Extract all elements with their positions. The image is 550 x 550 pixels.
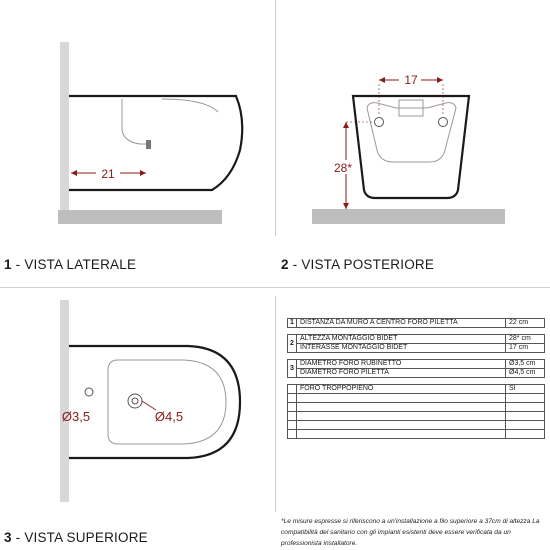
specification-table	[287, 318, 545, 439]
table-row	[288, 412, 545, 421]
spec-value: 28* cm	[506, 335, 545, 344]
spec-label	[297, 394, 506, 403]
spec-label: DIAMETRO FORO PILETTA	[297, 369, 506, 378]
group-number	[288, 385, 297, 394]
spec-label: DISTANZA DA MURO A CENTRO FORO PILETTA	[297, 319, 506, 328]
arrow-right	[437, 77, 443, 83]
drain-hole-outer	[128, 394, 142, 408]
rear-recess	[367, 103, 456, 162]
vertical-divider-bottom	[275, 296, 276, 512]
spec-label: ALTEZZA MONTAGGIO BIDET	[297, 335, 506, 344]
spec-label: INTERASSE MONTAGGIO BIDET	[297, 344, 506, 353]
spec-label: DIAMETRO FORO RUBINETTO	[297, 360, 506, 369]
tap-hole-label: Ø3,5	[61, 409, 91, 424]
top-view-drawing	[0, 290, 275, 515]
spec-label	[297, 430, 506, 439]
drain-hole-label: Ø4,5	[154, 409, 184, 424]
table-row	[288, 403, 545, 412]
drain-hole-inner	[132, 398, 138, 404]
posterior-view-caption	[281, 257, 434, 272]
table-gap	[288, 378, 545, 385]
wall	[60, 42, 69, 214]
table-row	[288, 430, 545, 439]
arrow-down	[343, 203, 349, 209]
drain-stub	[146, 140, 151, 149]
arrow-left	[71, 170, 77, 176]
table-row	[288, 344, 545, 353]
spec-label	[297, 403, 506, 412]
arrow-left	[379, 77, 385, 83]
floor	[312, 209, 505, 224]
table-row	[288, 385, 545, 394]
group-number: 1	[288, 319, 297, 328]
bowl-top-outline	[108, 360, 226, 444]
caption-title: - VISTA SUPERIORE	[11, 530, 148, 545]
footnote: *Le misure espresse si riferiscono a un'installazione a filo superiore a 37cm di altezza La compatibilità del sanitario con gli impianti esistenti deve essere verificata da un professionista installatore.	[281, 518, 540, 547]
table-gap	[288, 353, 545, 360]
floor	[58, 210, 222, 224]
caption-number: 2	[281, 257, 289, 272]
table-row	[288, 369, 545, 378]
group-number: 2	[288, 335, 297, 353]
spec-value	[506, 430, 545, 439]
table-gap	[288, 328, 545, 335]
wall	[60, 300, 69, 502]
spec-value: SI	[506, 385, 545, 394]
spec-label	[297, 421, 506, 430]
spec-value: 17 cm	[506, 344, 545, 353]
posterior-view-drawing	[275, 0, 550, 240]
group-number: 3	[288, 360, 297, 378]
table-row	[288, 319, 545, 328]
lateral-view-drawing	[0, 0, 275, 240]
spec-value	[506, 412, 545, 421]
bidet-top-outline	[69, 346, 240, 458]
top-view-caption	[4, 530, 148, 545]
posterior-width-label: 17	[404, 73, 418, 87]
bidet-rear-outline	[353, 96, 469, 198]
caption-title: - VISTA LATERALE	[11, 257, 137, 272]
tap-hole	[85, 388, 93, 396]
bowl-inner-curve	[162, 99, 218, 112]
arrow-right	[140, 170, 146, 176]
fixing-hole-right	[439, 118, 448, 127]
lateral-view-caption	[4, 257, 136, 272]
spec-value	[506, 394, 545, 403]
spec-value	[506, 403, 545, 412]
caption-title: - VISTA POSTERIORE	[288, 257, 435, 272]
drain-leader	[142, 401, 156, 410]
horizontal-divider	[0, 287, 550, 288]
caption-number: 1	[4, 257, 12, 272]
table-row	[288, 394, 545, 403]
table-row	[288, 421, 545, 430]
spec-value: 22 cm	[506, 319, 545, 328]
spec-value	[506, 421, 545, 430]
table-row	[288, 360, 545, 369]
spec-label: FORO TROPPOPIENO	[297, 385, 506, 394]
posterior-height-label: 28*	[333, 161, 353, 175]
table-row	[288, 335, 545, 344]
caption-number: 3	[4, 530, 12, 545]
bowl-inner-line	[122, 99, 148, 144]
arrow-up	[343, 122, 349, 128]
spec-label	[297, 412, 506, 421]
lateral-dimension-label: 21	[101, 167, 115, 181]
spec-value: Ø3,5 cm	[506, 360, 545, 369]
spec-value: Ø4,5 cm	[506, 369, 545, 378]
fixing-hole-left	[375, 118, 384, 127]
